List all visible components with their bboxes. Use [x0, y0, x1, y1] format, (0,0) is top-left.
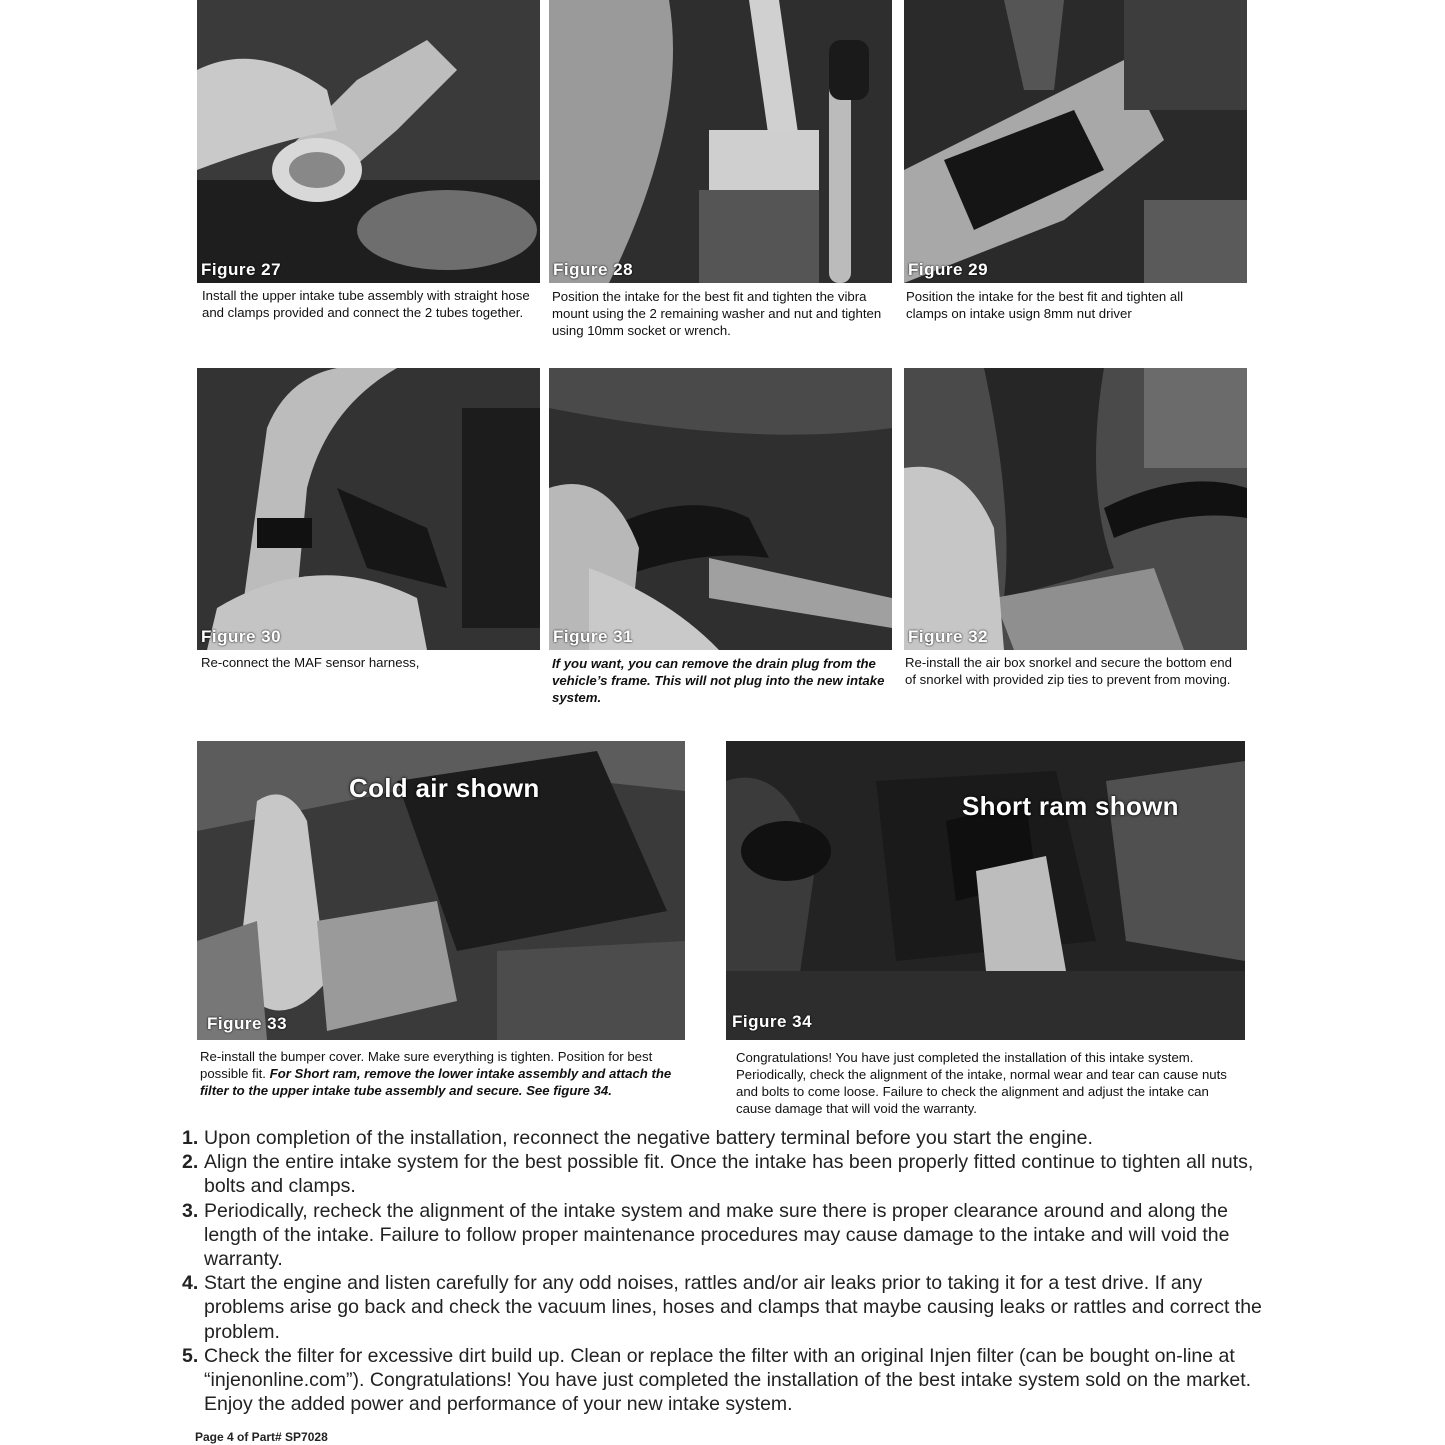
- step-item: [182, 1126, 1272, 1150]
- figure-label: Figure 34: [732, 1012, 813, 1031]
- figure-29-photo: [904, 0, 1247, 283]
- step-number: 1.: [182, 1127, 199, 1149]
- step-number: 5.: [182, 1344, 199, 1367]
- step-text: Start the engine and listen carefully for any odd noises, rattles and/or air leaks prior to taking it for a test drive. If any problems arise go back and check the vacuum lines, hoses and clamps that maybe causing leaks or rattles and correct the problem.: [204, 1272, 1262, 1343]
- figure-33-photo: [197, 741, 685, 1040]
- figure-33-overlay-title: Cold air shown: [349, 773, 540, 803]
- figure-label: Figure 32: [908, 627, 989, 646]
- figure-27-photo: [197, 0, 540, 283]
- figure-28-photo: [549, 0, 892, 283]
- figure-30-photo: [197, 368, 540, 650]
- figure-label: Figure 31: [553, 627, 634, 646]
- step-number: 4.: [182, 1272, 199, 1295]
- figure-31-photo: [549, 368, 892, 650]
- step-number: 2.: [182, 1151, 199, 1174]
- figure-label: Figure 28: [553, 260, 634, 279]
- figure-32-caption: Re-install the air box snorkel and secure the bottom end of snorkel with provided zip ties to prevent from moving.: [905, 655, 1232, 687]
- step-item: [182, 1344, 1272, 1417]
- figure-27-caption: Install the upper intake tube assembly with straight hose and clamps provided and connect the 2 tubes together.: [202, 288, 530, 320]
- figure-29-caption: Position the intake for the best fit and tighten all clamps on intake usign 8mm nut driver: [906, 289, 1184, 321]
- figure-34-caption: Congratulations! You have just completed the installation of this intake system. Periodically, check the alignment of the intake, normal wear and tear can cause nuts and bolts to come loose. Failure to check the alignment and adjust the intake can cause damage that will void the warranty.: [736, 1050, 1227, 1116]
- figure-33-caption-text: Re-install the bumper cover. Make sure everything is tighten. Position for best possible fit.: [200, 1049, 653, 1081]
- step-item: [182, 1271, 1272, 1344]
- figure-34-photo: [726, 741, 1245, 1040]
- figure-label: Figure 30: [201, 627, 282, 646]
- figure-label: Figure 33: [207, 1014, 288, 1033]
- step-text: Align the entire intake system for the best possible fit. Once the intake has been properly fitted continue to tighten all nuts, bolts and clamps.: [204, 1151, 1254, 1198]
- step-text: Check the filter for excessive dirt build up. Clean or replace the filter with an original Injen filter (can be bought on-line at “injenonline.com”). Congratulations! You have just completed the installation of the best intake system sold on the market. Enjoy the added power and performance of your new intake system.: [204, 1344, 1252, 1416]
- figure-33-caption-emphasis: For Short ram, remove the lower intake assembly and attach the filter to the upper intake tube assembly and secure. See figure 34.: [200, 1066, 672, 1098]
- final-steps-list: [182, 1126, 1272, 1416]
- step-number: 3.: [182, 1199, 199, 1222]
- step-text: Periodically, recheck the alignment of the intake system and make sure there is proper clearance around and along the length of the intake. Failure to follow proper maintenance procedures may cause damage to the intake and will void the warranty.: [204, 1199, 1230, 1271]
- figure-34-overlay-title: Short ram shown: [962, 791, 1179, 821]
- page-footer: Page 4 of Part# SP7028: [195, 1430, 328, 1444]
- figure-28-caption: Position the intake for the best fit and tighten the vibra mount using the 2 remaining washer and nut and tighten using 10mm socket or wrench.: [552, 289, 882, 338]
- step-text: Upon completion of the installation, reconnect the negative battery terminal before you start the engine.: [204, 1127, 1093, 1149]
- figure-33-caption: [200, 1048, 680, 1099]
- figure-label: Figure 29: [908, 260, 989, 279]
- figure-30-caption: Re-connect the MAF sensor harness,: [201, 655, 420, 670]
- figure-31-caption: If you want, you can remove the drain plug from the vehicle’s frame. This will not plug into the new intake system.: [552, 656, 885, 705]
- figure-label: Figure 27: [201, 260, 282, 279]
- figure-32-photo: [904, 368, 1247, 650]
- step-item: [182, 1199, 1272, 1272]
- step-item: [182, 1150, 1272, 1198]
